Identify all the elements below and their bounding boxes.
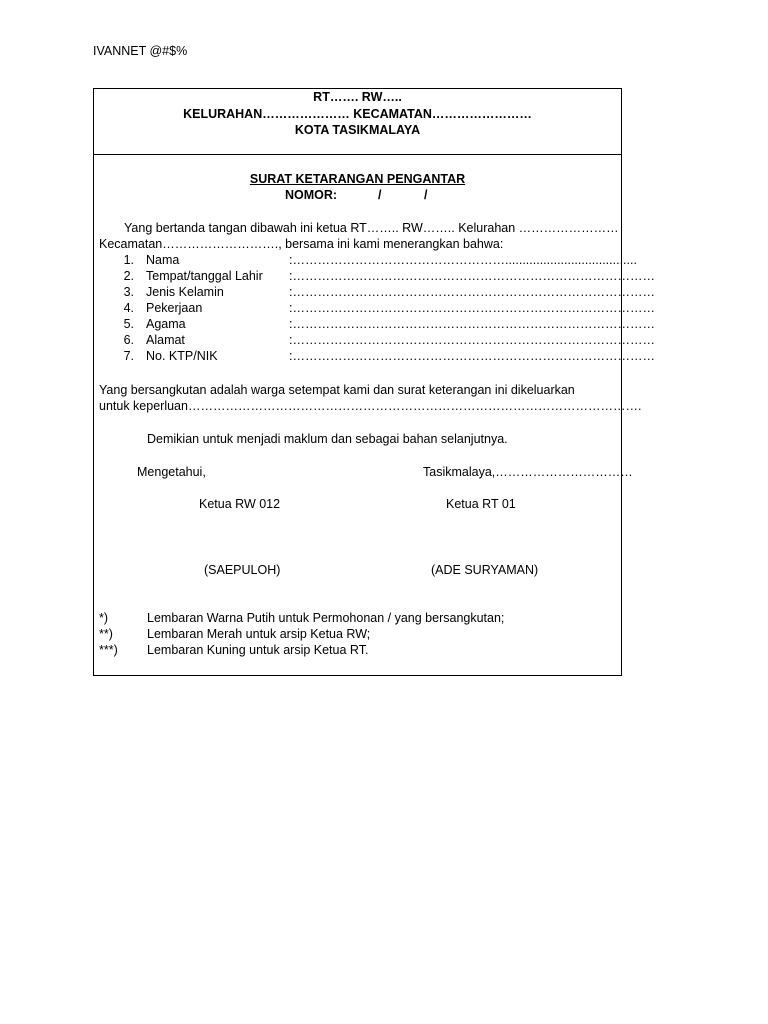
intro-line-1: Yang bertanda tangan dibawah ini ketua RT…….. RW…….. Kelurahan …………………… xyxy=(124,221,619,235)
field-label: Agama xyxy=(146,317,186,331)
field-row-id-number xyxy=(94,349,655,365)
statement-line-1: Yang bersangkutan adalah warga setempat kami dan surat keterangan ini dikeluarkan xyxy=(99,383,575,397)
field-fill-line: :…………………………………………………………………………… xyxy=(289,269,655,283)
letter-form xyxy=(93,88,655,676)
note-mark: *) xyxy=(99,611,109,625)
field-label: No. KTP/NIK xyxy=(146,349,218,363)
signature-left-title: Ketua RW 012 xyxy=(199,497,281,511)
note-text: Lembaran Merah untuk arsip Ketua RW; xyxy=(147,627,371,641)
signature-left-name: (SAEPULOH) xyxy=(204,563,281,577)
note-item xyxy=(94,643,621,659)
number-label: NOMOR: xyxy=(285,188,338,202)
field-label: Pekerjaan xyxy=(146,301,203,315)
number-slash-2: / xyxy=(424,188,428,202)
header-kelurahan-kecamatan: KELURAHAN………………… KECAMATAN…………………… xyxy=(183,107,532,121)
field-label: Tempat/tanggal Lahir xyxy=(146,269,263,283)
signature-right-heading: Tasikmalaya,…………………………… xyxy=(423,465,633,479)
field-fill-line: :…………………………………………………………………………… xyxy=(289,301,655,315)
field-fill-line: :…………………………………………………………………………… xyxy=(289,333,655,347)
field-number: 1. xyxy=(123,253,134,267)
field-row-name xyxy=(94,253,637,269)
watermark-text: IVANNET @#$% xyxy=(93,44,188,58)
field-number: 6. xyxy=(123,333,134,347)
header-city: KOTA TASIKMALAYA xyxy=(294,123,421,137)
closing-sentence: Demikian untuk menjadi maklum dan sebagai bahan selanjutnya. xyxy=(147,432,508,446)
field-row-gender xyxy=(94,285,655,301)
field-number: 4. xyxy=(123,301,134,315)
note-item xyxy=(94,611,621,627)
field-label: Nama xyxy=(146,253,180,267)
field-fill-line: :…………………………………………………………………………… xyxy=(289,349,655,363)
field-number: 3. xyxy=(123,285,134,299)
note-text: Lembaran Kuning untuk arsip Ketua RT. xyxy=(147,643,369,657)
field-number: 5. xyxy=(123,317,134,331)
field-label: Jenis Kelamin xyxy=(146,285,224,299)
intro-line-2: Kecamatan………………………., bersama ini kami menerangkan bahwa: xyxy=(99,237,504,251)
field-fill-line: :…………………………………………………………………………… xyxy=(289,317,655,331)
number-slash-1: / xyxy=(378,188,382,202)
note-item xyxy=(94,627,621,643)
note-mark: ***) xyxy=(99,643,118,657)
header-rt-rw: RT……. RW….. xyxy=(313,90,402,104)
statement-line-2: untuk keperluan………………………………………………………………………………………………. xyxy=(99,399,642,413)
field-row-birth xyxy=(94,269,655,285)
field-number: 7. xyxy=(123,349,134,363)
field-number: 2. xyxy=(123,269,134,283)
field-label: Alamat xyxy=(146,333,185,347)
field-row-address xyxy=(94,333,655,349)
note-text: Lembaran Warna Putih untuk Permohonan / yang bersangkutan; xyxy=(147,611,505,625)
field-fill-line: :……………………………………………...................................... xyxy=(289,253,637,267)
signature-right-title: Ketua RT 01 xyxy=(446,497,516,511)
signature-right-name: (ADE SURYAMAN) xyxy=(431,563,539,577)
field-row-religion xyxy=(94,317,655,333)
header-divider xyxy=(94,154,621,155)
note-mark: **) xyxy=(99,627,113,641)
signature-left-heading: Mengetahui, xyxy=(137,465,206,479)
letter-title: SURAT KETARANGAN PENGANTAR xyxy=(249,172,466,186)
field-fill-line: :…………………………………………………………………………… xyxy=(289,285,655,299)
field-row-occupation xyxy=(94,301,655,317)
